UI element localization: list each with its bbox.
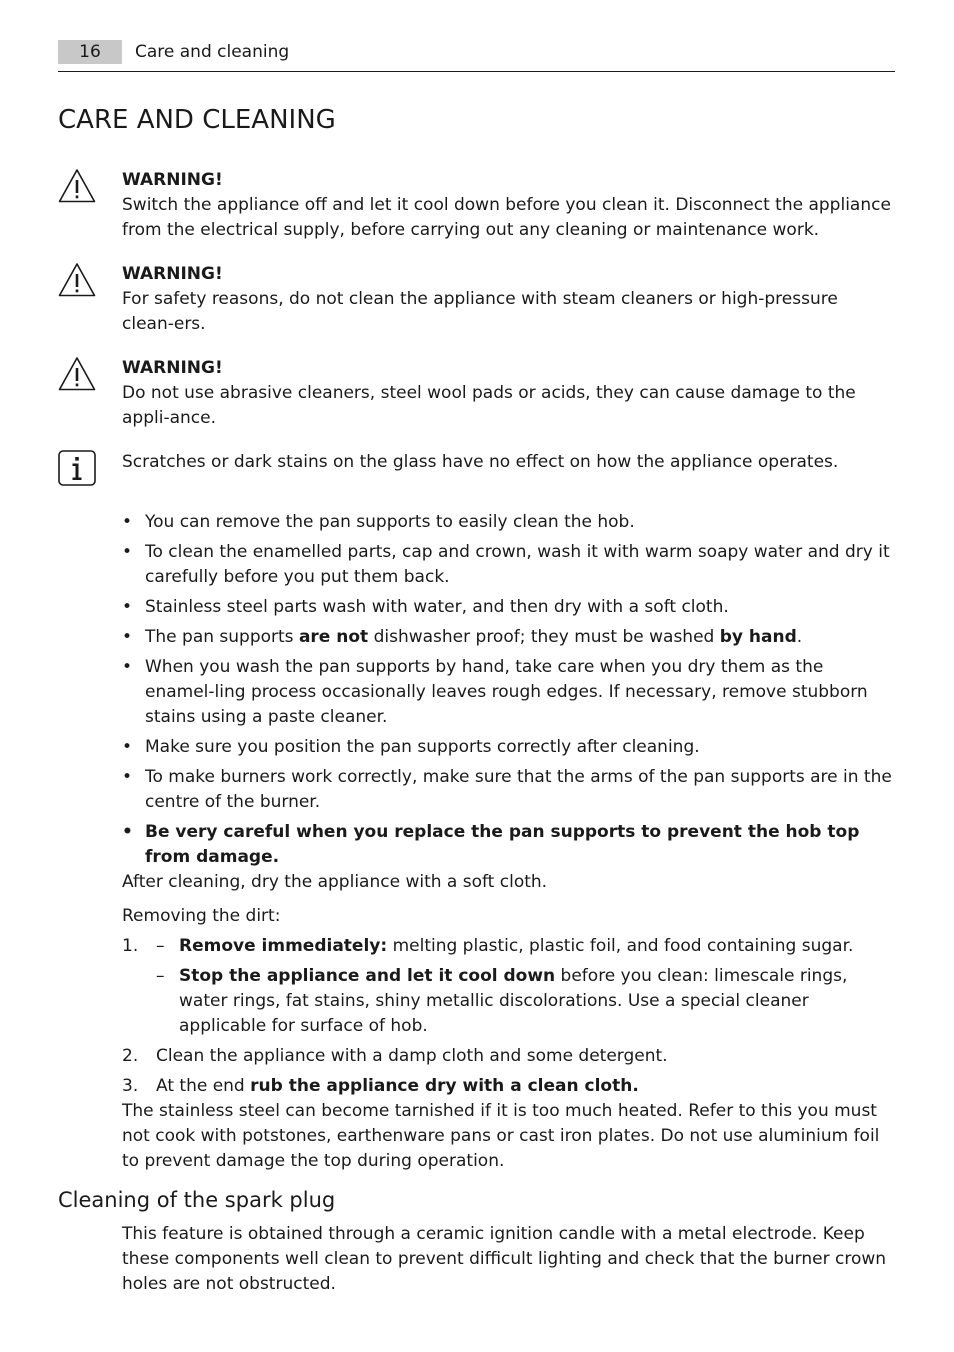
warning-label: WARNING! [122,264,223,284]
step-item: 2. Clean the appliance with a damp cloth and some detergent. [122,1046,668,1066]
stainless-steel-note: The stainless steel can become tarnished if it is too much heated. Refer to this you must not cook with potstones, earthenware pans or cast iron plates. Do not use aluminium foil to prevent damage the top during operation. [122,1101,880,1171]
list-item: • Stainless steel parts wash with water, and then dry with a soft cloth. [122,597,729,617]
cleaning-bullet-list [122,510,895,870]
warning-icon [58,356,96,392]
warning-text: For safety reasons, do not clean the appliance with steam cleaners or high-pressure clean-ers. [122,289,838,334]
warning-icon [58,168,96,204]
list-item: • To clean the enamelled parts, cap and crown, wash it with warm soapy water and dry it carefully before you put them back. [122,542,890,587]
step-item: 3. At the end rub the appliance dry with a clean cloth. [122,1076,639,1096]
warning-block [58,262,895,334]
warning-text: Do not use abrasive cleaners, steel wool pads or acids, they can cause damage to the appli-ance. [122,383,856,428]
warning-text: Switch the appliance off and let it cool down before you clean it. Disconnect the appliance from the electrical supply, before carrying out any cleaning or maintenance work. [122,195,891,240]
dirt-removal-steps [122,934,895,1099]
info-text: Scratches or dark stains on the glass have no effect on how the appliance operates. [122,452,839,472]
list-item: • The pan supports are not dishwasher proof; they must be washed by hand. [122,627,803,647]
list-item: • Make sure you position the pan supports correctly after cleaning. [122,737,700,757]
section-subtitle: Cleaning of the spark plug [58,1188,336,1212]
info-icon [58,450,96,486]
sub-item: – Remove immediately: melting plastic, plastic foil, and food containing sugar. [156,936,854,956]
page-number: 16 [58,40,122,64]
list-item: • To make burners work correctly, make sure that the arms of the pan supports are in the centre of the burner. [122,767,892,812]
spark-plug-text: This feature is obtained through a ceramic ignition candle with a metal electrode. Keep these components well clean to prevent difficult lighting and check that the burner crown holes are not obstructed. [122,1224,887,1294]
step-item: 1. – Remove immediately: melting plastic, plastic foil, and food containing sugar. – Stop the appliance and let it cool down before you clean: limescale rings, water rings, fat stains, shiny metallic discolorations. Use a special cleaner applicable for surface of hob. [122,934,895,1039]
warning-icon [58,262,96,298]
sub-item: – Stop the appliance and let it cool down before you clean: limescale rings, water rings, fat stains, shiny metallic discolorations. Use a special cleaner applicable for surface of hob. [156,966,848,1036]
list-item: • When you wash the pan supports by hand, take care when you dry them as the enamel-ling process occasionally leaves rough edges. If necessary, remove stubborn stains using a paste cleaner. [122,657,868,727]
removing-dirt-label: Removing the dirt: [122,906,281,926]
after-cleaning-text: After cleaning, dry the appliance with a soft cloth. [122,872,548,892]
list-item: • You can remove the pan supports to easily clean the hob. [122,512,635,532]
page-header [58,40,895,72]
warning-block [58,168,895,240]
list-item: • Be very careful when you replace the pan supports to prevent the hob top from damage. [122,822,860,867]
warning-block [58,356,895,428]
running-section-title: Care and cleaning [135,42,290,62]
page-title: CARE AND CLEANING [58,105,336,135]
warning-label: WARNING! [122,170,223,190]
warning-label: WARNING! [122,358,223,378]
info-block [58,450,895,490]
